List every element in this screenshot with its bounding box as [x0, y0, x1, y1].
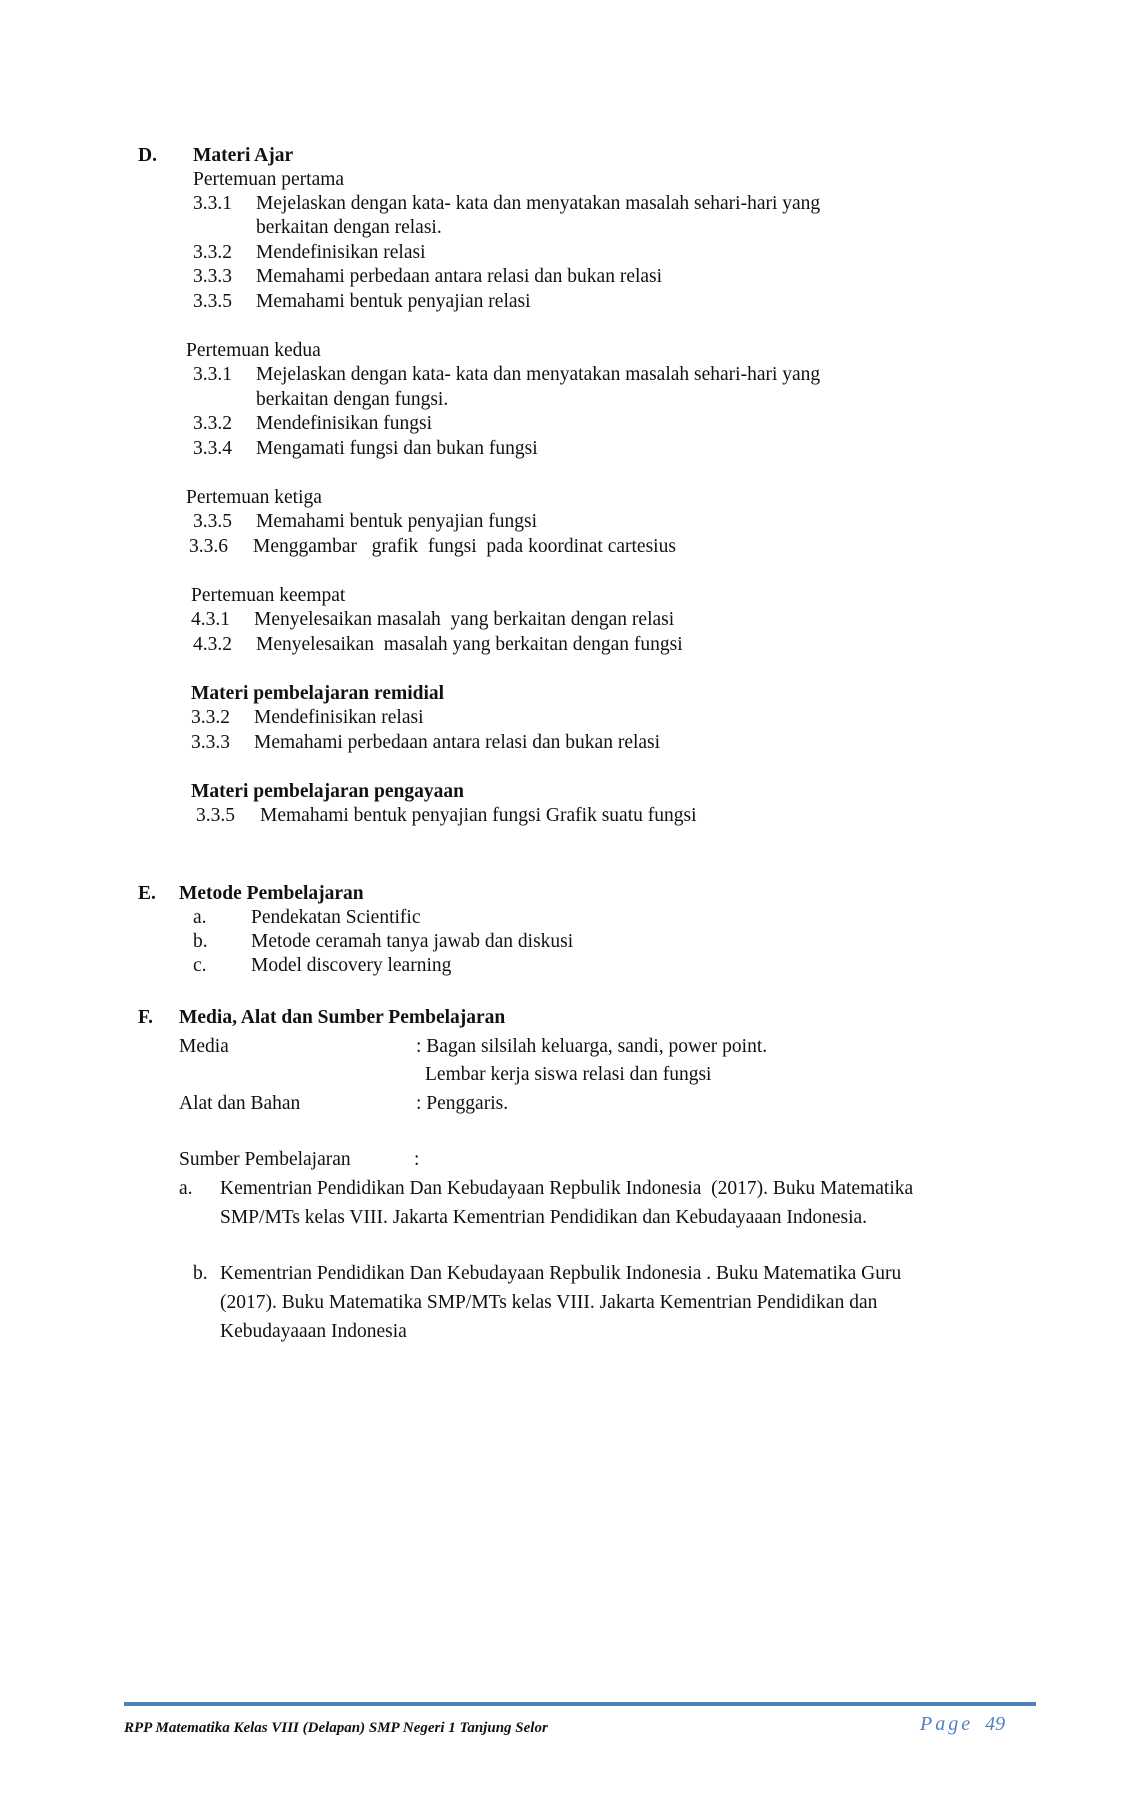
- list-item-num: 3.3.5: [193, 291, 232, 312]
- list-item-num: 3.3.3: [193, 266, 232, 287]
- alat-label: Alat dan Bahan: [179, 1093, 301, 1114]
- list-item-text: Pendekatan Scientific: [251, 907, 421, 928]
- media-value-line2: Lembar kerja siswa relasi dan fungsi: [425, 1064, 712, 1085]
- list-item-num: 3.3.1: [193, 193, 232, 214]
- source-line: SMP/MTs kelas VIII. Jakarta Kementrian Pendidikan dan Kebudayaaan Indonesia.: [220, 1207, 868, 1228]
- list-item-num: 3.3.1: [193, 364, 232, 385]
- list-item-text: Model discovery learning: [251, 955, 452, 976]
- list-item-num: 4.3.2: [193, 634, 232, 655]
- media-value: : Bagan silsilah keluarga, sandi, power point.: [416, 1036, 768, 1057]
- section-e-letter: E.: [138, 883, 156, 904]
- footer-divider: [124, 1702, 1036, 1706]
- source-num: a.: [179, 1178, 193, 1199]
- list-item-num: 3.3.6: [189, 536, 228, 557]
- list-item-text: Mendefinisikan relasi: [254, 707, 424, 728]
- list-item-continuation: berkaitan dengan fungsi.: [256, 389, 449, 410]
- list-item-num: a.: [193, 907, 207, 928]
- list-item-text: Memahami bentuk penyajian fungsi Grafik suatu fungsi: [260, 805, 697, 826]
- list-item-num: 3.3.5: [196, 805, 235, 826]
- source-line: (2017). Buku Matematika SMP/MTs kelas VIII. Jakarta Kementrian Pendidikan dan: [220, 1292, 878, 1313]
- list-item-num: 3.3.4: [193, 438, 232, 459]
- source-line: Kebudayaaan Indonesia: [220, 1321, 407, 1342]
- list-item-num: 3.3.2: [191, 707, 230, 728]
- page-number: 49: [985, 1713, 1006, 1735]
- pertemuan-keempat-heading: Pertemuan keempat: [191, 585, 346, 606]
- source-line: Kementrian Pendidikan Dan Kebudayaan Repbulik Indonesia (2017). Buku Matematika: [220, 1178, 914, 1199]
- list-item-text: Mendefinisikan relasi: [256, 242, 426, 263]
- list-item-text: Memahami bentuk penyajian relasi: [256, 291, 531, 312]
- list-item-text: Menyelesaikan masalah yang berkaitan dengan relasi: [254, 609, 675, 630]
- list-item-text: Menggambar grafik fungsi pada koordinat cartesius: [253, 536, 676, 557]
- section-f-title: Media, Alat dan Sumber Pembelajaran: [179, 1007, 506, 1028]
- section-d-title: Materi Ajar: [193, 145, 294, 166]
- sumber-label: Sumber Pembelajaran: [179, 1149, 351, 1170]
- list-item-text: Mejelaskan dengan kata- kata dan menyatakan masalah sehari-hari yang: [256, 364, 821, 385]
- footer-title: RPP Matematika Kelas VIII (Delapan) SMP Negeri 1 Tanjung Selor: [124, 1720, 548, 1736]
- section-d-letter: D.: [138, 145, 157, 166]
- source-line: Kementrian Pendidikan Dan Kebudayaan Repbulik Indonesia . Buku Matematika Guru: [220, 1263, 902, 1284]
- list-item-text: Mendefinisikan fungsi: [256, 413, 433, 434]
- list-item-continuation: berkaitan dengan relasi.: [256, 217, 442, 238]
- list-item-num: 4.3.1: [191, 609, 230, 630]
- list-item-num: 3.3.5: [193, 511, 232, 532]
- page-number-label: [920, 1712, 1005, 1736]
- source-num: b.: [193, 1263, 208, 1284]
- list-item-text: Memahami perbedaan antara relasi dan bukan relasi: [256, 266, 663, 287]
- alat-value: : Penggaris.: [416, 1093, 509, 1114]
- pertemuan-ketiga-heading: Pertemuan ketiga: [186, 487, 322, 508]
- list-item-num: 3.3.2: [193, 413, 232, 434]
- list-item-text: Memahami bentuk penyajian fungsi: [256, 511, 538, 532]
- list-item-text: Menyelesaikan masalah yang berkaitan dengan fungsi: [256, 634, 683, 655]
- list-item-num: 3.3.3: [191, 732, 230, 753]
- list-item-text: Memahami perbedaan antara relasi dan bukan relasi: [254, 732, 661, 753]
- section-f-letter: F.: [138, 1007, 153, 1028]
- list-item-num: c.: [193, 955, 207, 976]
- sumber-colon: :: [414, 1149, 420, 1170]
- list-item-text: Mengamati fungsi dan bukan fungsi: [256, 438, 538, 459]
- list-item-num: b.: [193, 931, 208, 952]
- media-label: Media: [179, 1036, 229, 1057]
- list-item-num: 3.3.2: [193, 242, 232, 263]
- list-item-text: Mejelaskan dengan kata- kata dan menyatakan masalah sehari-hari yang: [256, 193, 821, 214]
- remidial-heading: Materi pembelajaran remidial: [191, 683, 445, 704]
- pertemuan-kedua-heading: Pertemuan kedua: [186, 340, 321, 361]
- list-item-text: Metode ceramah tanya jawab dan diskusi: [251, 931, 574, 952]
- pengayaan-heading: Materi pembelajaran pengayaan: [191, 781, 464, 802]
- page-word: Page: [920, 1713, 974, 1735]
- pertemuan-pertama-heading: Pertemuan pertama: [193, 169, 345, 190]
- section-e-title: Metode Pembelajaran: [179, 883, 364, 904]
